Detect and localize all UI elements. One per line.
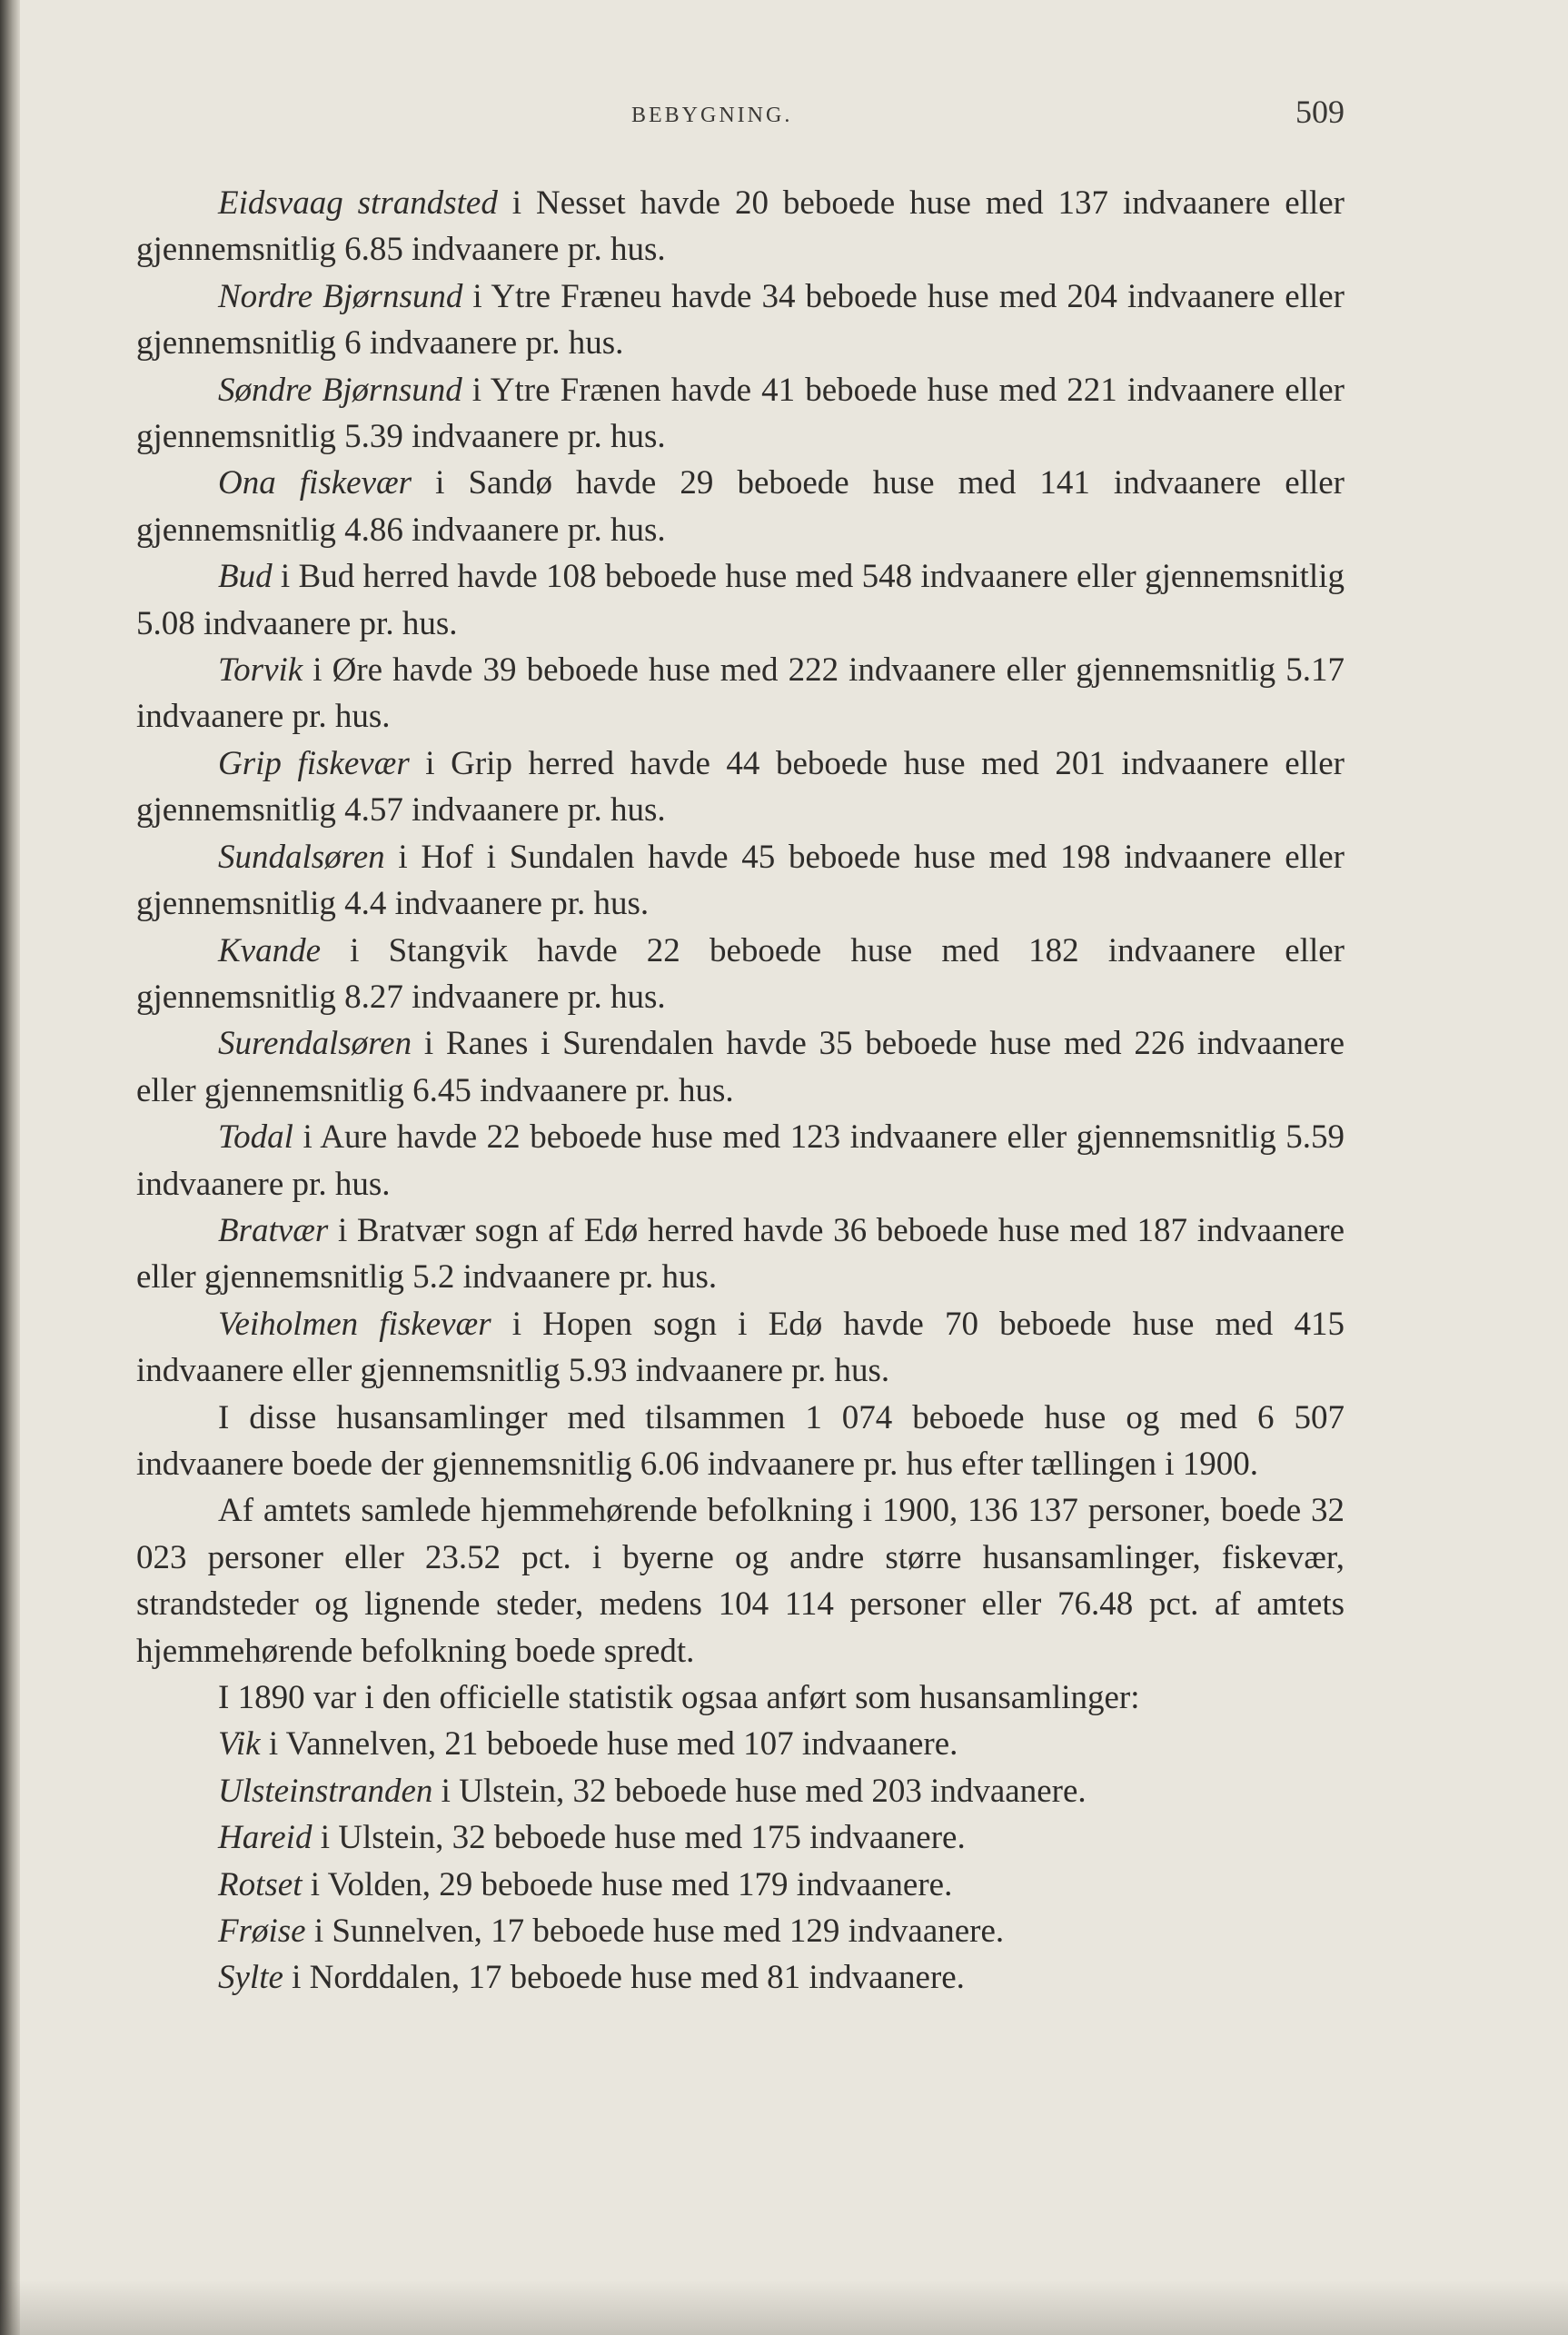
paragraph (136, 740, 1345, 834)
paragraph (136, 1908, 1345, 1954)
paragraph (136, 1020, 1345, 1114)
paragraph-text: i Volden, 29 beboede huse med 179 indvaanere. (302, 1865, 953, 1903)
place-name: Torvik (218, 651, 303, 690)
paragraph (136, 1487, 1345, 1674)
paragraph (136, 1814, 1345, 1861)
paragraph (136, 647, 1345, 740)
body-text (136, 180, 1345, 2002)
paragraph-text: i Ytre Frænen havde 41 beboede huse med 221 indvaanere eller gjennemsnitlig 5.39 indvaanere pr. hus. (136, 371, 1345, 456)
paragraph-text: i Nesset havde 20 beboede huse med 137 indvaanere eller gjennemsnitlig 6.85 indvaanere pr. hus. (136, 184, 1345, 269)
place-name: Frøise (218, 1913, 306, 1951)
page-number: 509 (1295, 94, 1345, 130)
paragraph-text: i Grip herred havde 44 beboede huse med 201 indvaanere eller gjennemsnitlig 4.57 indvaanere pr. hus. (136, 744, 1345, 830)
paragraph-text: i Sandø havde 29 beboede huse med 141 indvaanere eller gjennemsnitlig 4.86 indvaanere pr. hus. (136, 464, 1345, 549)
paragraph-text: i Bud herred havde 108 beboede huse med 548 indvaanere eller gjennemsnitlig 5.08 indvaanere pr. hus. (136, 558, 1345, 642)
place-name: Hareid (218, 1819, 313, 1857)
paragraph (136, 1674, 1345, 1721)
paragraph (136, 1114, 1345, 1207)
page-header (136, 91, 1345, 136)
place-name: Nordre Bjørnsund (218, 277, 463, 315)
paragraph (136, 1954, 1345, 2001)
paragraph-text: i Stangvik havde 22 beboede huse med 182 indvaanere eller gjennemsnitlig 8.27 indvaanere pr. hus. (136, 931, 1345, 1016)
paragraph-text: Af amtets samlede hjemmehørende befolkning i 1900, 136 137 personer, boede 32 023 personer eller 23.52 pct. i byerne og andre større husansamlinger, fiskevær, strandsteder og lignende steder, medens 104 114 personer eller 76.48 pct. af amtets hjemmehørende befolkning boede spredt. (136, 1492, 1345, 1670)
paragraph-text: I 1890 var i den officielle statistik ogsaa anført som husansamlinger: (218, 1679, 1140, 1716)
paragraph-text: i Hopen sogn i Edø havde 70 beboede huse med 415 indvaanere eller gjennemsnitlig 5.93 indvaanere pr. hus. (136, 1305, 1345, 1390)
paragraph-text: i Ulstein, 32 beboede huse med 203 indvaanere. (432, 1772, 1087, 1810)
place-name: Rotset (218, 1865, 303, 1903)
place-name: Vik (218, 1725, 261, 1764)
paragraph-text: i Ranes i Surendalen havde 35 beboede huse med 226 indvaanere eller gjennemsnitlig 6.45 indvaanere pr. hus. (136, 1025, 1345, 1109)
paragraph (136, 1862, 1345, 1908)
running-title: BEBYGNING. (631, 104, 793, 127)
paragraph-text: i Øre havde 39 beboede huse med 222 indvaanere eller gjennemsnitlig 5.17 indvaanere pr. hus. (136, 651, 1345, 736)
paragraph (136, 928, 1345, 1021)
paragraph (136, 367, 1345, 461)
scanned-page-edge (0, 0, 20, 2335)
paragraph-text: I disse husansamlinger med tilsammen 1 074 beboede huse og med 6 507 indvaanere boede der gjennemsnitlig 6.06 indvaanere pr. hus efter tællingen i 1900. (136, 1398, 1345, 1483)
place-name: Ona fiskevær (218, 464, 412, 502)
place-name: Bud (218, 558, 273, 596)
paragraph-text: i Hof i Sundalen havde 45 beboede huse med 198 indvaanere eller gjennemsnitlig 4.4 indvaanere pr. hus. (136, 838, 1345, 923)
paragraph (136, 834, 1345, 928)
place-name: Bratvær (218, 1211, 329, 1249)
place-name: Kvande (218, 931, 322, 969)
place-name: Sylte (218, 1959, 283, 1997)
place-name: Eidsvaag strandsted (218, 184, 498, 222)
paragraph (136, 180, 1345, 273)
paragraph (136, 460, 1345, 553)
paragraph (136, 273, 1345, 367)
paragraph (136, 1768, 1345, 1814)
place-name: Ulsteinstranden (218, 1772, 433, 1810)
paragraph-text: i Sunnelven, 17 beboede huse med 129 indvaanere. (305, 1913, 1005, 1951)
place-name: Grip fiskevær (218, 744, 410, 782)
place-name: Veiholmen fiskevær (218, 1305, 491, 1343)
paragraph-text: i Aure havde 22 beboede huse med 123 indvaanere eller gjennemsnitlig 5.59 indvaanere pr. hus. (136, 1118, 1345, 1203)
paragraph-text: i Bratvær sogn af Edø herred havde 36 beboede huse med 187 indvaanere eller gjennemsnitlig 5.2 indvaanere pr. hus. (136, 1211, 1345, 1297)
place-name: Surendalsøren (218, 1025, 412, 1063)
paragraph-text: i Ytre Fræneu havde 34 beboede huse med 204 indvaanere eller gjennemsnitlig 6 indvaanere pr. hus. (136, 277, 1345, 363)
place-name: Sundalsøren (218, 838, 385, 876)
paragraph (136, 1395, 1345, 1488)
paragraph (136, 1721, 1345, 1767)
paragraph-text: i Vannelven, 21 beboede huse med 107 indvaanere. (260, 1725, 958, 1764)
paragraph-text: i Ulstein, 32 beboede huse med 175 indvaanere. (312, 1819, 966, 1857)
paragraph (136, 1207, 1345, 1301)
paragraph-text: i Norddalen, 17 beboede huse med 81 indvaanere. (283, 1959, 965, 1997)
scan-bottom-shadow (0, 2280, 1568, 2335)
paragraph (136, 1301, 1345, 1395)
place-name: Todal (218, 1118, 293, 1157)
paragraph (136, 553, 1345, 647)
place-name: Søndre Bjørnsund (218, 371, 462, 409)
